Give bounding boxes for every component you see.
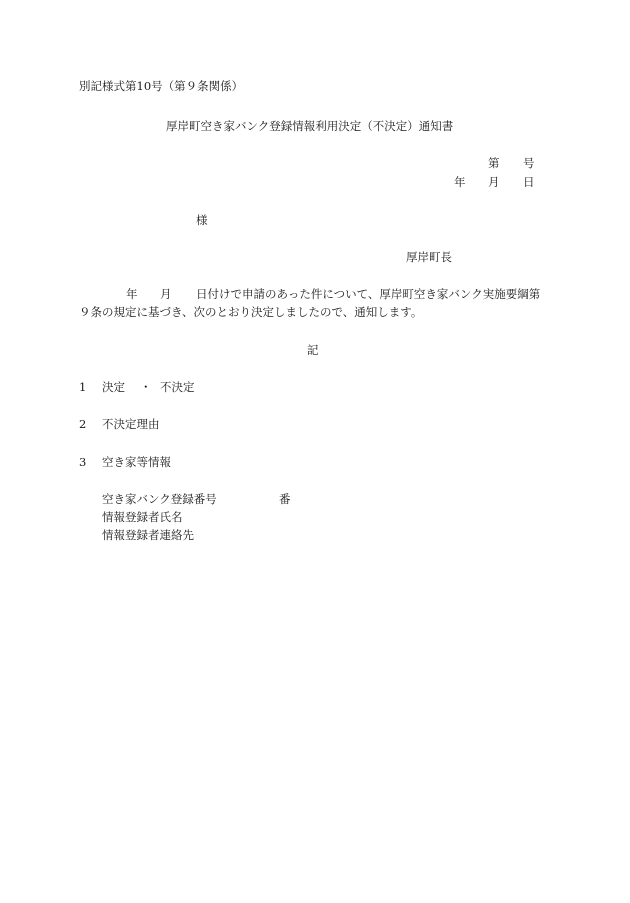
item-1-label2: 不決定 <box>160 380 195 394</box>
item-2-label: 不決定理由 <box>102 417 160 431</box>
body-month: 月 <box>160 287 172 301</box>
doc-number-prefix: 第 <box>488 156 500 170</box>
item-1-number: 1 <box>79 380 87 394</box>
item-3-number: 3 <box>79 455 87 469</box>
body-year: 年 <box>126 287 138 301</box>
info-row-registrant-contact: 情報登録者連絡先 <box>102 528 194 542</box>
info-row-registrant-name: 情報登録者氏名 <box>102 510 183 524</box>
doc-date-month: 月 <box>488 175 500 189</box>
item-1-label: 決定 <box>102 380 125 394</box>
document-title: 厚岸町空き家バンク登録情報利用決定（不決定）通知書 <box>166 119 454 133</box>
item-3-label: 空き家等情報 <box>102 455 171 469</box>
info-row-registration-number: 空き家バンク登録番号 <box>102 492 217 506</box>
body-line2: ９条の規定に基づき、次のとおり決定しましたので、通知します。 <box>79 305 423 319</box>
addressee-suffix: 様 <box>196 213 208 227</box>
form-label: 別記様式第10号（第９条関係） <box>79 79 244 93</box>
doc-date-day: 日 <box>523 175 535 189</box>
doc-number-suffix: 号 <box>523 156 535 170</box>
info-row-registration-number-unit: 番 <box>279 492 291 506</box>
ki-heading: 記 <box>307 343 319 357</box>
item-2-number: 2 <box>79 417 87 431</box>
item-1-separator: ・ <box>140 380 152 394</box>
body-line1: 日付けで申請のあった件について、厚岸町空き家バンク実施要綱第 <box>196 287 541 301</box>
sender-name: 厚岸町長 <box>406 250 452 264</box>
doc-date-year: 年 <box>454 175 466 189</box>
